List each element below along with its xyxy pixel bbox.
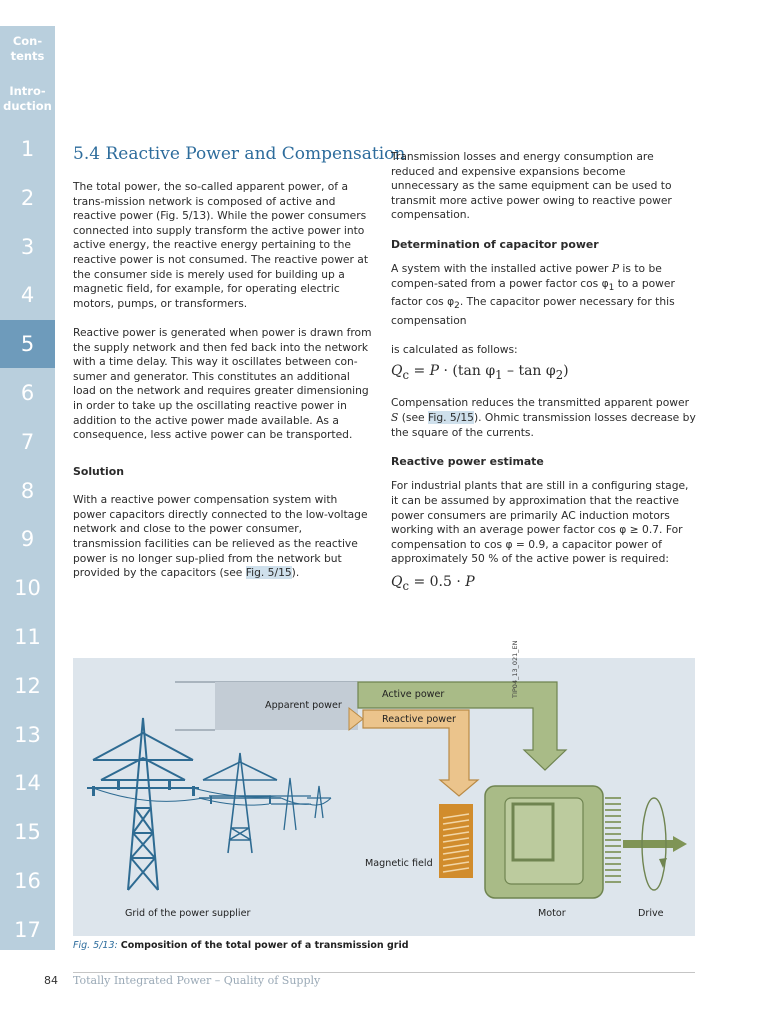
sidebar-item-chapter-13[interactable]: 13	[14, 722, 41, 747]
footer-divider	[73, 972, 695, 973]
drive-label: Drive	[638, 908, 664, 919]
magnetic-field-label: Magnetic field	[365, 858, 433, 869]
section-number: 5.4	[73, 144, 101, 164]
sidebar-item-chapter-17[interactable]: 17	[14, 917, 41, 942]
sidebar-item-chapter-15[interactable]: 15	[14, 820, 41, 845]
section-title-text: Reactive Power and Compensation	[105, 144, 406, 164]
grid-label: Grid of the power supplier	[125, 908, 251, 919]
drive-shaft-arrow	[673, 836, 687, 852]
right-column	[391, 150, 696, 607]
figure-code: TIP04_13_021_EN	[511, 640, 519, 698]
page-number: 84	[44, 974, 58, 987]
power-composition-figure	[73, 640, 695, 936]
rotation-arrow	[659, 858, 667, 868]
estimate-formula: $Q_c = 0.5 \cdot P$	[391, 573, 475, 593]
paragraph: A system with the installed active power P is to be compen-sated from a power factor $\cos \varphi_1$ to a power factor $\cos \varphi_2$. The capacitor power necessary for this compensation	[391, 262, 675, 328]
capacitor-power-heading: Determination of capacitor power	[391, 237, 599, 251]
apparent-power-label: Apparent power	[265, 700, 342, 711]
section-title	[73, 144, 405, 164]
caption-label: Fig. 5/13:	[73, 940, 118, 951]
paragraph: For industrial plants that are still in a configuring stage, it can be assumed by approximation that the reactive power consumers are primarily AC induction motors working with an average power factor cos φ ≥ 0.7. For compensation to cos φ = 0.9, a capacitor power of approximately 50 % of the active power is required:	[391, 479, 689, 566]
sidebar-item-chapter-2[interactable]: 2	[20, 185, 35, 210]
sidebar-item-chapter-10[interactable]: 10	[14, 576, 41, 601]
sidebar-item-introduction[interactable]: Intro- duction	[3, 84, 52, 113]
capacitor-power-formula: $Q_c = P \cdot (\tan$ $\varphi_1$ – $\tan \varphi_2$)	[391, 363, 569, 382]
sidebar-item-chapter-6[interactable]: 6	[20, 381, 35, 405]
sidebar-item-chapter-5[interactable]: 5	[0, 320, 55, 368]
motor-fins	[605, 798, 621, 882]
transmission-tower-large	[87, 718, 199, 890]
footer-title: Totally Integrated Power – Quality of Supply	[73, 974, 321, 987]
sidebar-item-chapter-11[interactable]: 11	[14, 625, 41, 649]
paragraph: Transmission losses and energy consumption are reduced and expensive expansions become unnecessary as the same equipment can be used to transmit more active power owing to reactive power compensation.	[391, 150, 672, 222]
reactive-power-label: Reactive power	[382, 714, 456, 725]
motor-label: Motor	[538, 908, 566, 919]
solution-heading: Solution	[73, 464, 124, 478]
figure-reference-link[interactable]: Fig. 5/15	[428, 410, 474, 424]
paragraph: With a reactive power compensation system with power capacitors directly connected to the low-voltage network and close to the power consumer, transmission facilities can be relieved as the reactive power is no longer sup-plied from the network but provided by the capacitors (see Fig. 5/15).	[73, 493, 368, 580]
caption-text: Composition of the total power of a transmission grid	[120, 940, 409, 951]
figure-caption	[73, 940, 409, 951]
sidebar-item-chapter-16[interactable]: 16	[14, 869, 41, 893]
magnetic-coil	[439, 804, 473, 878]
sidebar-item-chapter-14[interactable]: 14	[14, 771, 41, 796]
sidebar-item-contents[interactable]: Con- tents	[10, 34, 45, 63]
sidebar-item-chapter-8[interactable]: 8	[20, 478, 35, 503]
sidebar-item-chapter-12[interactable]: 12	[14, 673, 41, 698]
sidebar-item-chapter-7[interactable]: 7	[20, 429, 35, 454]
paragraph: Reactive power is generated when power is drawn from the supply network and then fed back into the network with a time delay. This way it oscillates between con-sumer and generator. This constitutes an additional load on the network and requires greater dimensioning in order to take up the oscillating reactive power in addition to the active power made available. As a consequence, less active power can be transported.	[73, 325, 372, 442]
motor-frame	[505, 798, 583, 884]
figure-reference-link[interactable]: Fig. 5/15	[245, 566, 292, 580]
left-column	[73, 180, 373, 595]
paragraph: The total power, the so-called apparent power, of a trans-mission network is composed of active and reactive power (Fig. 5/13). While the power consumers connected into supply transform the active power into active energy, the reactive energy pertaining to the reactive power is not consumed. The reactive power at the consumer side is merely used for building up a magnetic field, for example, for operating electric motors, pumps, or transformers.	[73, 180, 369, 310]
chapter-sidebar	[0, 26, 55, 950]
sidebar-item-chapter-3[interactable]: 3	[20, 234, 35, 259]
sidebar-item-chapter-4[interactable]: 4	[20, 283, 35, 308]
reactive-power-estimate-heading: Reactive power estimate	[391, 454, 544, 468]
sidebar-item-chapter-9[interactable]: 9	[20, 527, 35, 552]
active-power-label: Active power	[382, 689, 445, 700]
paragraph: is calculated as follows:	[391, 343, 518, 357]
paragraph: Compensation reduces the transmitted apparent power S (see Fig. 5/15). Ohmic transmission losses decrease by the square of the currents.	[391, 396, 696, 439]
sidebar-item-chapter-1[interactable]: 1	[20, 137, 35, 161]
